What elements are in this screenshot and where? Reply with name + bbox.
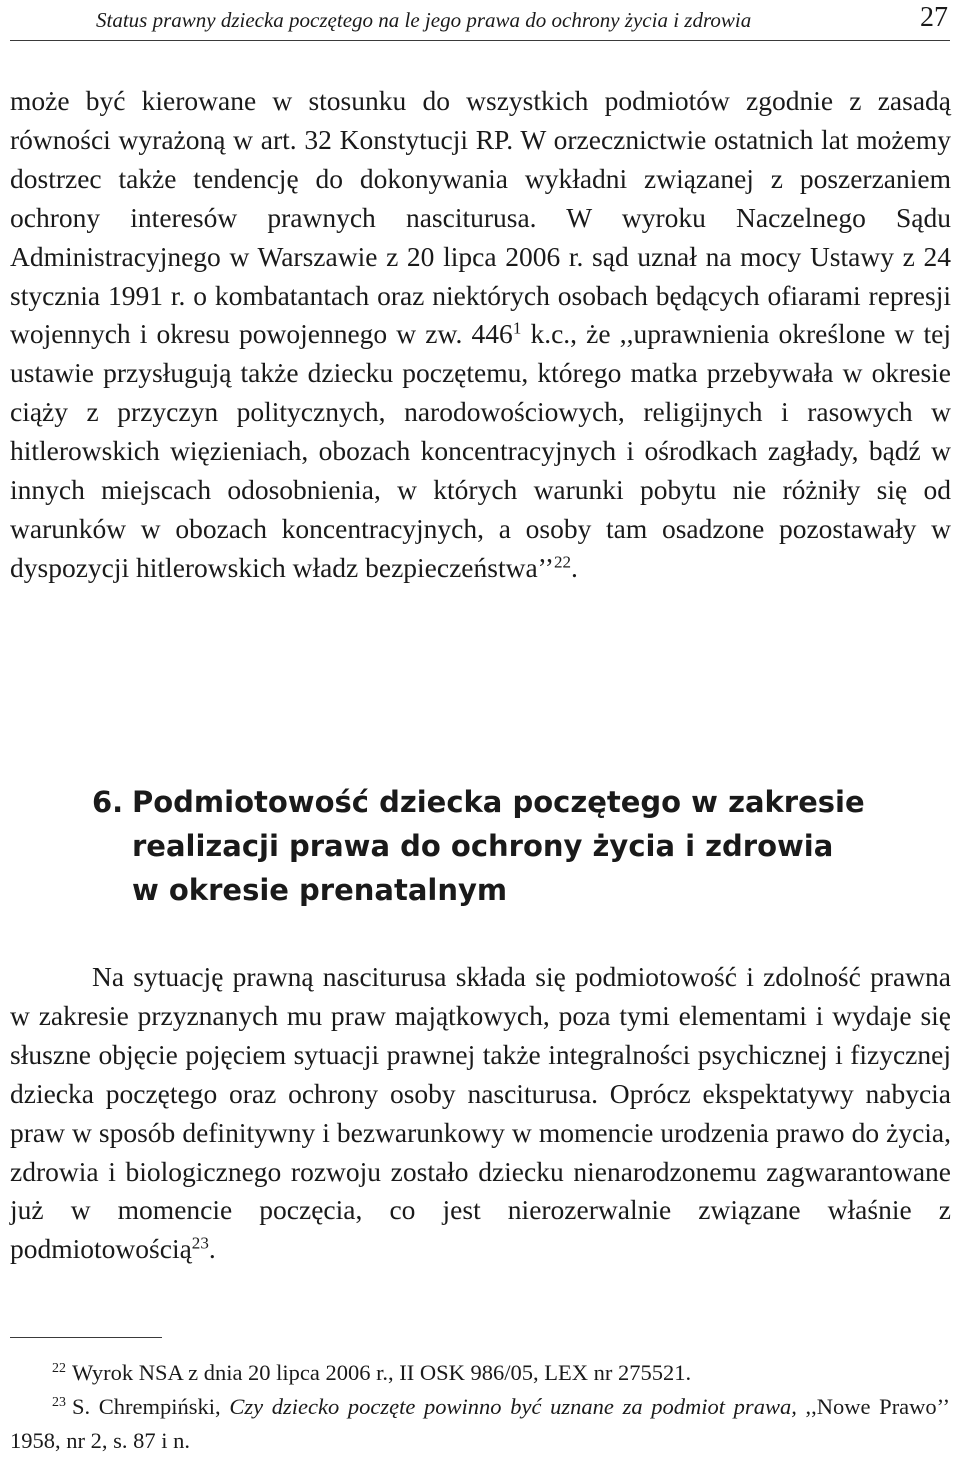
footnote-22 xyxy=(10,1356,950,1390)
running-header xyxy=(10,0,950,41)
paragraph-text: k.c., że ,,uprawnienia określone w tej ustawie przysługują także dziecku poczętemu, którego matka przebywała w okresie ciąży z przyczyn politycznych, narodowościowych, religijnych i rasowych w hitlerowskich więzieniach, obozach koncentracyjnych i ośrodkach zagłady, bądź w innych miejscach odosobnienia, w których warunki pobytu nie różniły się od warunków w obozach koncentracyjnych, a osoby tam osadzone pozostawały w dyspozycji hitlerowskich władz bezpieczeństwa’’ xyxy=(10,318,952,583)
section-title-line: realizacji prawa do ochrony życia i zdrowia xyxy=(132,829,834,863)
footnote-author: S. Chrempiński, xyxy=(71,1394,230,1419)
footnote-number: 22 xyxy=(52,1361,66,1377)
footnote-title: Czy dziecko poczęte powinno być uznane za podmiot prawa, xyxy=(229,1394,797,1419)
article-superscript: 1 xyxy=(512,319,522,339)
paragraph-text: Na sytuację prawną nasciturusa składa się podmiotowość i zdolność prawna w zakresie przyznanych mu praw majątkowych, poza tymi elementami i wydaje się słuszne objęcie pojęciem sytuacji prawnej także integralności psychicznej i fizycznej dziecka poczętego oraz ochrony osoby nasciturusa. Oprócz ekspektatywy nabycia praw w sposób definitywny i bezwarunkowy w momencie urodzenia prawo do życia, zdrowia i biologicznego rozwoju zostało dziecku nienarodzonemu zagwarantowane już w momencie poczęcia, co jest nierozerwalnie związane właśnie z podmiotowością xyxy=(10,961,951,1265)
footnotes xyxy=(10,1356,950,1458)
paragraph-text: . xyxy=(570,551,578,583)
section-number: 6. xyxy=(92,785,124,819)
page-number: 27 xyxy=(920,2,948,33)
footnote-text: ,,Nowe Prawo’’ 1958, nr 2, s. 87 i n. xyxy=(10,1394,950,1453)
footnote-reference[interactable]: 23 xyxy=(191,1233,209,1253)
paragraph xyxy=(10,958,951,1269)
footnote-23 xyxy=(10,1390,950,1458)
footnote-separator xyxy=(10,1337,162,1338)
paragraph-text: może być kierowane w stosunku do wszystkich podmiotów zgodnie z zasadą równości wyrażoną w art. 32 Konstytucji RP. W orzecznictwie ostatnich lat możemy dostrzec także tendencję do dokonywania wykładni związanej z poszerzaniem ochrony interesów prawnych nasciturusa. W wyroku Naczelnego Sądu Administracyjnego w Warszawie z 20 lipca 2006 r. sąd uznał na mocy Ustawy z 24 stycznia 1991 r. o kombatantach oraz niektórych osobach będących ofiarami represji wojennych i okresu powojennego w zw. 446 xyxy=(10,85,951,350)
paragraph-continuation xyxy=(10,82,951,588)
running-title: Status prawny dziecka poczętego na le jego prawa do ochrony życia i zdrowia xyxy=(96,8,752,32)
section-title-line: Podmiotowość dziecka poczętego w zakresie xyxy=(132,785,865,819)
section-title-line: w okresie prenatalnym xyxy=(132,873,508,907)
footnote-text: Wyrok NSA z dnia 20 lipca 2006 r., II OSK 986/05, LEX nr 275521. xyxy=(71,1360,692,1385)
footnote-reference[interactable]: 22 xyxy=(553,552,571,572)
footnote-number: 23 xyxy=(52,1395,66,1411)
paragraph-text: . xyxy=(208,1233,216,1265)
section-heading xyxy=(92,780,912,912)
